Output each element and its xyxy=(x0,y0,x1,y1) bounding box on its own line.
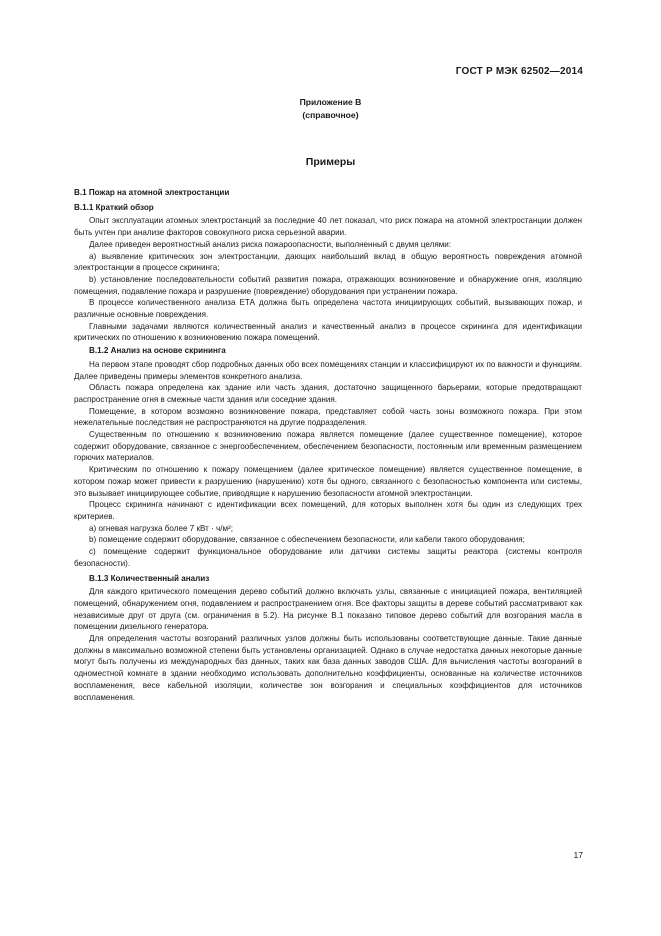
paragraph: Для определения частоты возгораний различных узлов должны быть использованы соответствующие данные. Такие данные должны в максимально возможной степени быть установлены организацией. Однако в случае недостатка данных некоторые данные могут быть получены из международных баз данных, таких как база данных заводов США. Для вычисления частоты возгораний в одноместной комнате в здании необходимо использовать дополнительно коэффициенты, основанные на количестве источников воспламенения, весе кабельной изоляции, количестве зон возгорания и специальных коэффициентов для источников воспламенения. xyxy=(74,634,582,702)
paragraph: Главными задачами являются количественный анализ и качественный анализ в процессе скрининга для идентификации критических по отношению к возникновению пожара помещений. xyxy=(74,321,582,343)
list-item: b) помещение содержит оборудование, связанное с обеспечением безопасности, или кабели такого оборудования; xyxy=(89,535,525,545)
standard-designation: ГОСТ Р МЭК 62502—2014 xyxy=(455,66,583,77)
document-body xyxy=(74,186,582,703)
section-heading-b13: В.1.3 Количественный анализ xyxy=(89,573,210,583)
list-item: а) огневая нагрузка более 7 кВт · ч/м²; xyxy=(89,523,233,533)
paragraph: Помещение, в котором возможно возникновение пожара, представляет собой часть зоны возможного пожара. При этом нежелательные последствия не распространяются на другие подразделения. xyxy=(74,406,582,428)
annex-title: Приложение В xyxy=(299,97,362,107)
list-item: с) помещение содержит функциональное оборудование или датчики системы защиты реактора (системы контроля безопасности). xyxy=(74,547,582,568)
paragraph: Область пожара определена как здание или часть здания, достаточно защищенного барьерами, которые предотвращают распространение огня в смежные части здания или соседние здания. xyxy=(74,383,582,404)
section-heading-b12: В.1.2 Анализ на основе скрининга xyxy=(89,346,226,356)
paragraph: В процессе количественного анализа ЕТА должна быть определена частота инициирующих событий, вызывающих пожар, и различные основные повреждения. xyxy=(74,298,582,320)
annex-heading xyxy=(0,96,661,121)
paragraph: На первом этапе проводят сбор подробных данных обо всех помещениях станции и классифицируют их по важности и функциям. Далее приведены примеры элементов конкретного анализа. xyxy=(74,359,582,381)
section-heading-b1: В.1 Пожар на атомной электростанции xyxy=(74,188,230,197)
paragraph: Критическим по отношению к пожару помещением (далее критическое помещение) является существенное помещение, в котором пожар может привести к разрушению (нарушению) хотя бы одного, связанного с безопасностью компонента или системы, это вызывает инициирующее событие, приводящие к нарушению безопасности атомной электростанции. xyxy=(74,465,582,498)
list-item: b) установление последовательности событий развития пожара, отражающих возникновение и обнаружение огня, изоляцию помещения, подавление пожара и разрушение (повреждение) оборудования при устранении пожара. xyxy=(74,274,582,296)
paragraph: Существенным по отношению к возникновению пожара является помещение (далее существенное помещение), которое содержит оборудование, связанное с энергообеспечением, обеспечением безопасности, постоянным или временным размещением горючих материалов. xyxy=(74,430,582,463)
page-number: 17 xyxy=(573,850,583,860)
paragraph: Процесс скрининга начинают с идентификации всех помещений, для которых выполнен хотя бы один из следующих трех критериев. xyxy=(74,500,582,521)
section-heading-b11: В.1.1 Краткий обзор xyxy=(74,202,154,212)
paragraph: Для каждого критического помещения дерево событий должно включать узлы, связанные с инициацией пожара, вентиляцией помещений, обнаружением огня, подавлением и распространением огня. Все факторы защиты в дереве событий рассматривают как независимые друг от друга (см. ограничения в 5.2). На рисунке В.1 показано типовое дерево событий для возгорания масла в помещении дизельного генератора. xyxy=(74,587,582,632)
list-item: а) выявление критических зон электростанции, дающих наибольший вклад в общую вероятность повреждения атомной электростанции в процессе скрининга; xyxy=(74,251,582,273)
annex-subtitle: (справочное) xyxy=(302,109,359,120)
paragraph: Опыт эксплуатации атомных электростанций за последние 40 лет показал, что риск пожара на атомной электростанции должен быть учтен при анализе факторов совокупного риска серьезной аварии. xyxy=(74,216,582,238)
page-title: Примеры xyxy=(305,156,356,168)
paragraph: Далее приведен вероятностный анализ риска пожароопасности, выполненный с двумя целями: xyxy=(89,239,452,249)
